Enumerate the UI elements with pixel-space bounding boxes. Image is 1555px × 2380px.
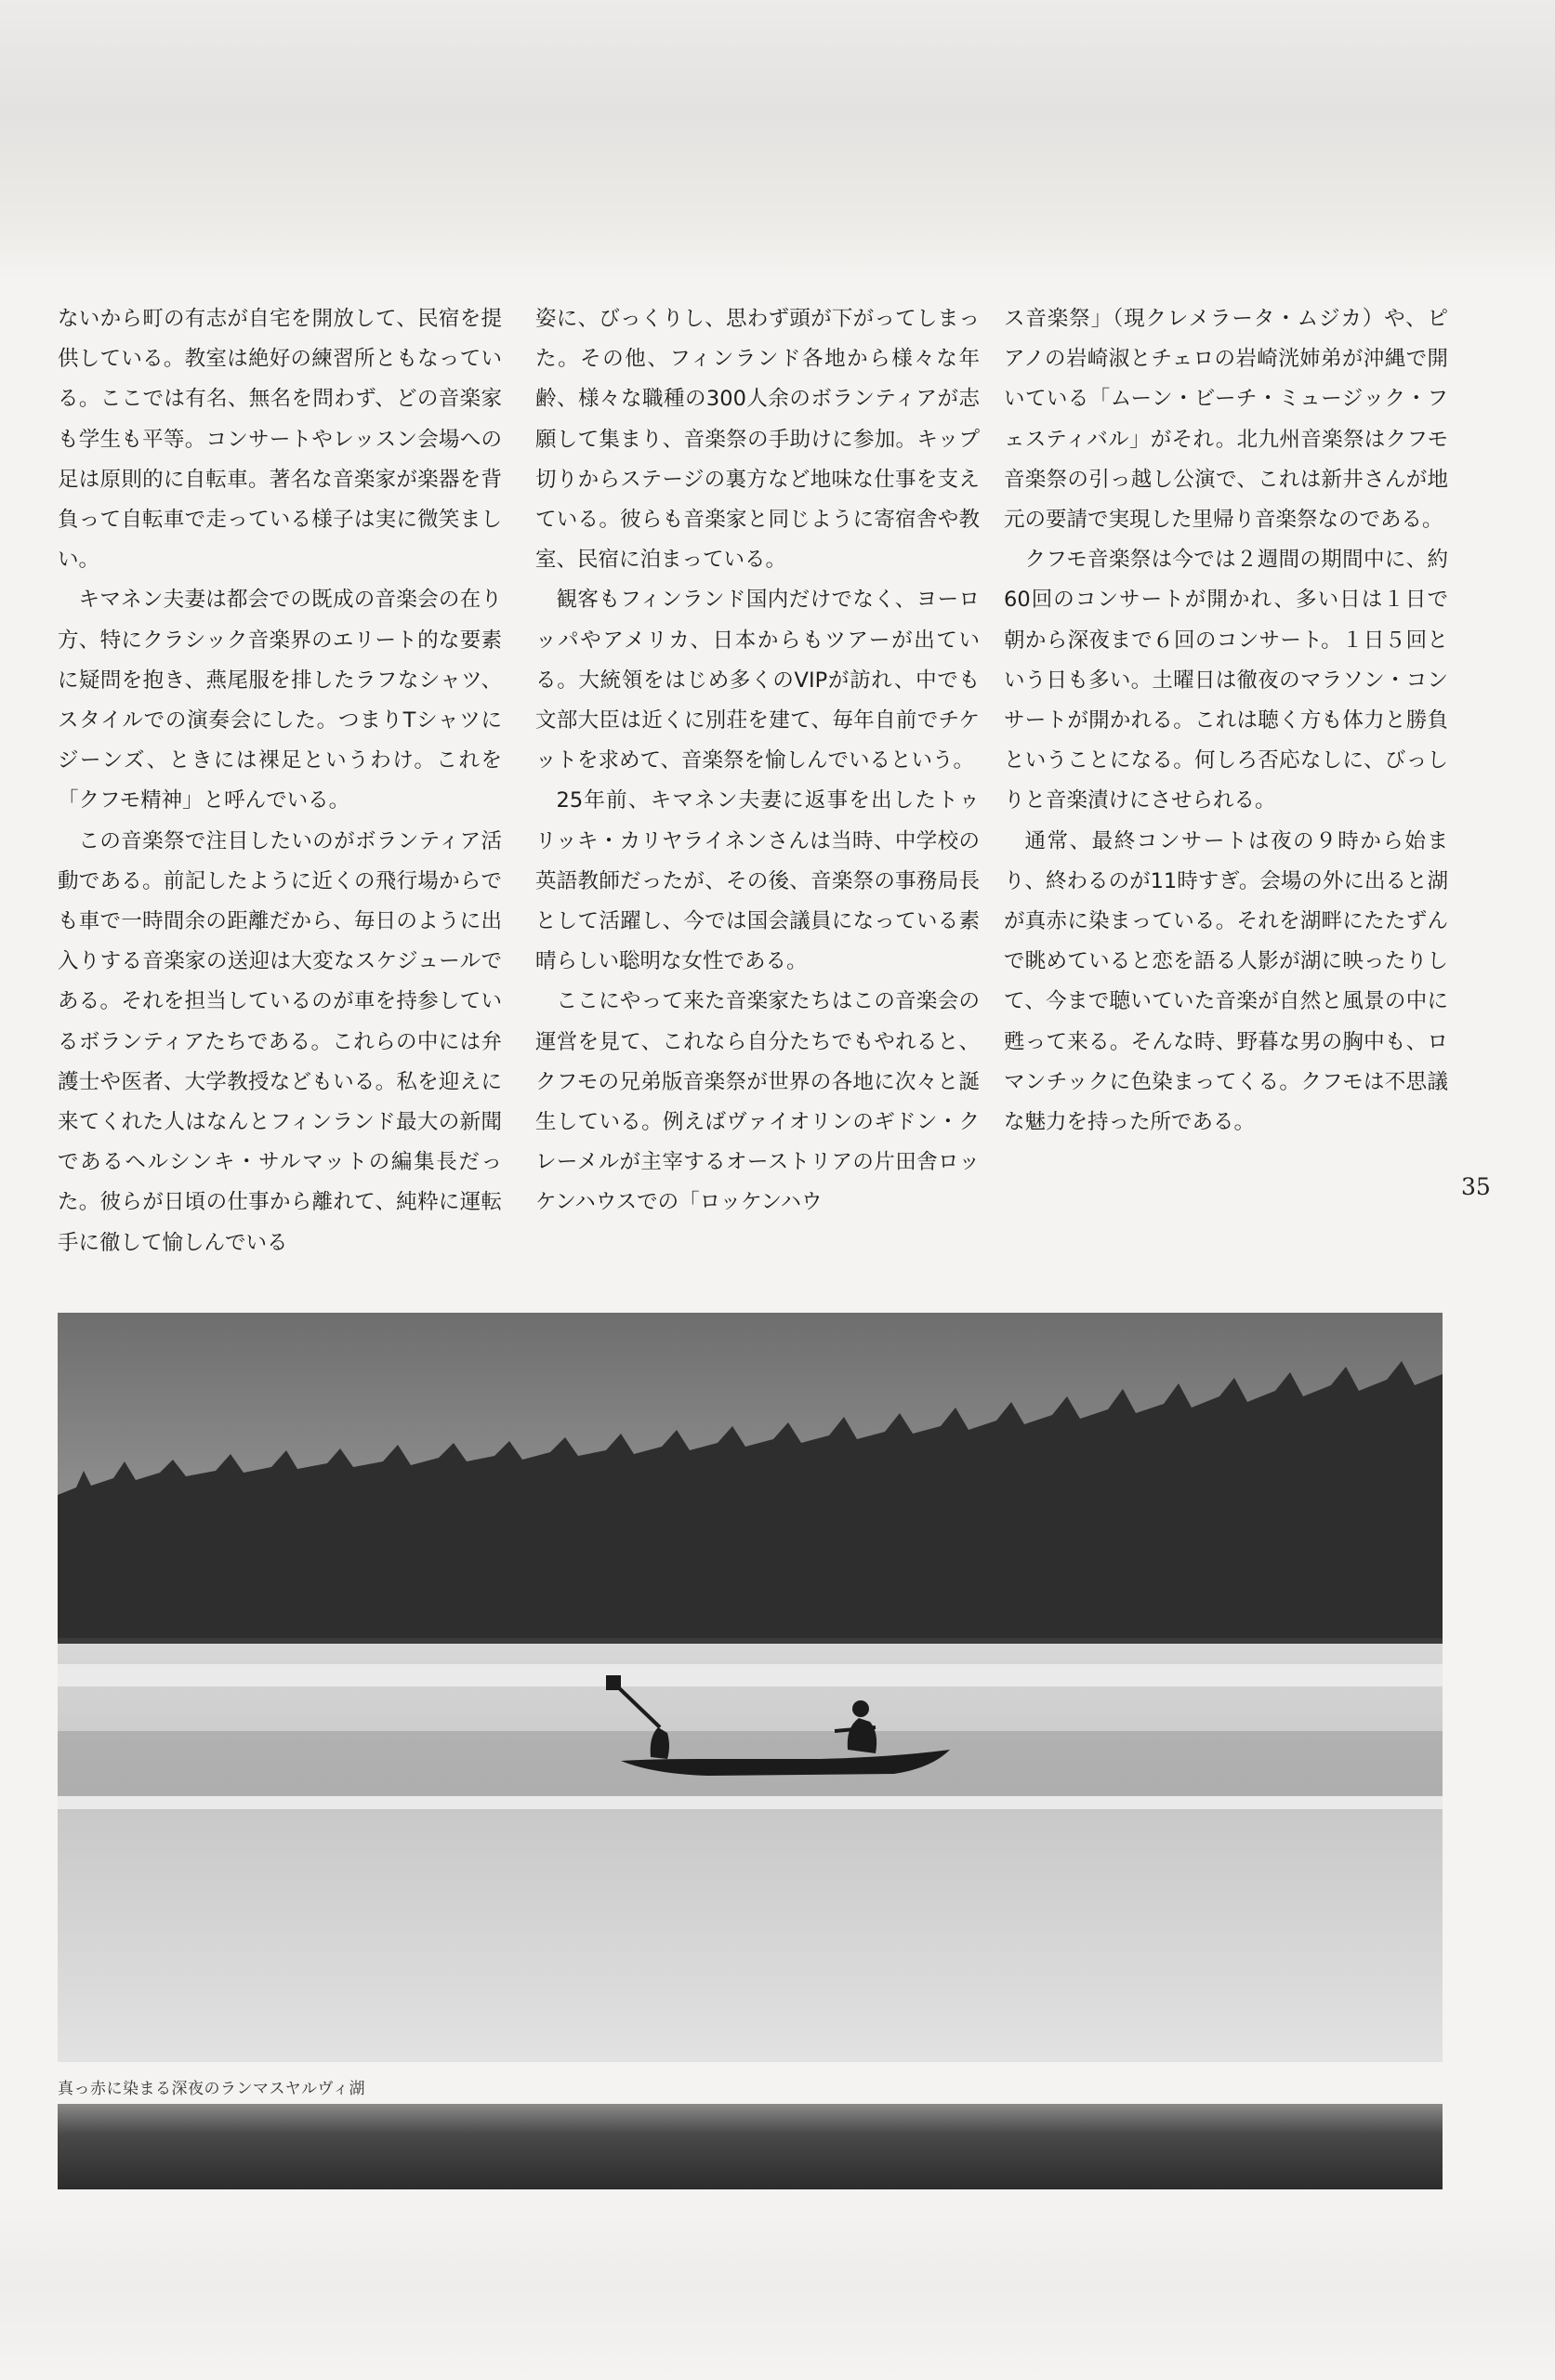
paragraph: 通常、最終コンサートは夜の９時から始まり、終わるのが11時すぎ。会場の外に出ると湖が真赤に染まっている。それを湖畔にたたずんで眺めていると恋を語る人影が湖に映ったりして、今まで聴いていた音楽が自然と風景の中に甦って来る。そんな時、野暮な男の胸中も、ロマンチックに色染まってくる。クフモは不思議な魅力を持った所である。 bbox=[1004, 828, 1448, 1135]
light-streak bbox=[58, 1664, 1443, 1686]
article-column-2 bbox=[535, 299, 980, 1223]
photo-caption: 真っ赤に染まる深夜のランマスヤルヴィ湖 bbox=[58, 2080, 365, 2098]
bleed-through-band-top bbox=[0, 0, 1555, 279]
paragraph: 25年前、キマネン夫妻に返事を出したトゥリッキ・カリヤライネンさんは当時、中学校の英語教師だったが、その後、音楽祭の事務局長として活躍し、今では国会議員になっている素晴らしい聡明な女性である。 bbox=[535, 788, 980, 974]
bleed-through-band-bottom bbox=[0, 2194, 1555, 2380]
paragraph: ス音楽祭」（現クレメラータ・ムジカ）や、ピアノの岩崎淑とチェロの岩崎洸姉弟が沖縄で開いている「ムーン・ビーチ・ミュージック・フェスティバル」がそれ。北九州音楽祭はクフモ音楽祭の引っ越し公演で、これは新井さんが地元の要請で実現した里帰り音楽祭なのである。 bbox=[1004, 307, 1448, 533]
article-column-3 bbox=[1004, 299, 1448, 1143]
paragraph: この音楽祭で注目したいのがボランティア活動である。前記したように近くの飛行場からでも車で一時間余の距離だから、毎日のように出入りする音楽家の送迎は大変なスケジュールである。それを担当しているのが車を持参しているボランティアたちである。これらの中には弁護士や医者、大学教授などもいる。私を迎えに来てくれた人はなんとフィンランド最大の新聞であるヘルシンキ・サルマットの編集長だった。彼らが日頃の仕事から離れて、純粋に運転手に徹して愉しんでいる bbox=[58, 828, 502, 1255]
paragraph: ここにやって来た音楽家たちはこの音楽会の運営を見て、これなら自分たちでもやれると、クフモの兄弟版音楽祭が世界の各地に次々と誕生している。例えばヴァイオリンのギドン・クレーメルが主宰するオーストリアの片田舎ロッケンハウスでの「ロッケンハウ bbox=[535, 989, 980, 1215]
paragraph: 観客もフィンランド国内だけでなく、ヨーロッパやアメリカ、日本からもツアーが出ている。大統領をはじめ多くのVIPが訪れ、中でも文部大臣は近くに別荘を建て、毎年自前でチケットを求めて、音楽祭を愉しんでいるという。 bbox=[535, 588, 980, 774]
paragraph: クフモ音楽祭は今では２週間の期間中に、約60回のコンサートが開かれ、多い日は１日で朝から深夜まで６回のコンサート。１日５回という日も多い。土曜日は徹夜のマラソン・コンサートが開かれる。これは聴く方も体力と勝負ということになる。何しろ否応なしに、びっしりと音楽漬けにさせられる。 bbox=[1004, 548, 1448, 813]
lake-photo bbox=[58, 1313, 1443, 2062]
page-number: 35 bbox=[1461, 1173, 1491, 1200]
paragraph: 姿に、びっくりし、思わず頭が下がってしまった。その他、フィンランド各地から様々な年齢、様々な職種の300人余のボランティアが志願して集まり、音楽祭の手助けに参加。キップ切りからステージの裏方など地味な仕事を支えている。彼らも音楽家と同じように寄宿舎や教室、民宿に泊まっている。 bbox=[535, 307, 980, 573]
article-column-1 bbox=[58, 299, 502, 1263]
light-streak bbox=[58, 1796, 1443, 1809]
paragraph: キマネン夫妻は都会での既成の音楽会の在り方、特にクラシック音楽界のエリート的な要素に疑問を抱き、燕尾服を排したラフなシャツ、スタイルでの演奏会にした。つまりTシャツにジーンズ、ときには裸足というわけ。これを「クフモ精神」と呼んでいる。 bbox=[58, 588, 502, 813]
paragraph: ないから町の有志が自宅を開放して、民宿を提供している。教室は絶好の練習所ともなっている。ここでは有名、無名を問わず、どの音楽家も学生も平等。コンサートやレッスン会場への足は原則的に自転車。著名な音楽家が楽器を背負って自転車で走っている様子は実に微笑ましい。 bbox=[58, 307, 502, 573]
footer-gradient-bar bbox=[58, 2104, 1443, 2189]
